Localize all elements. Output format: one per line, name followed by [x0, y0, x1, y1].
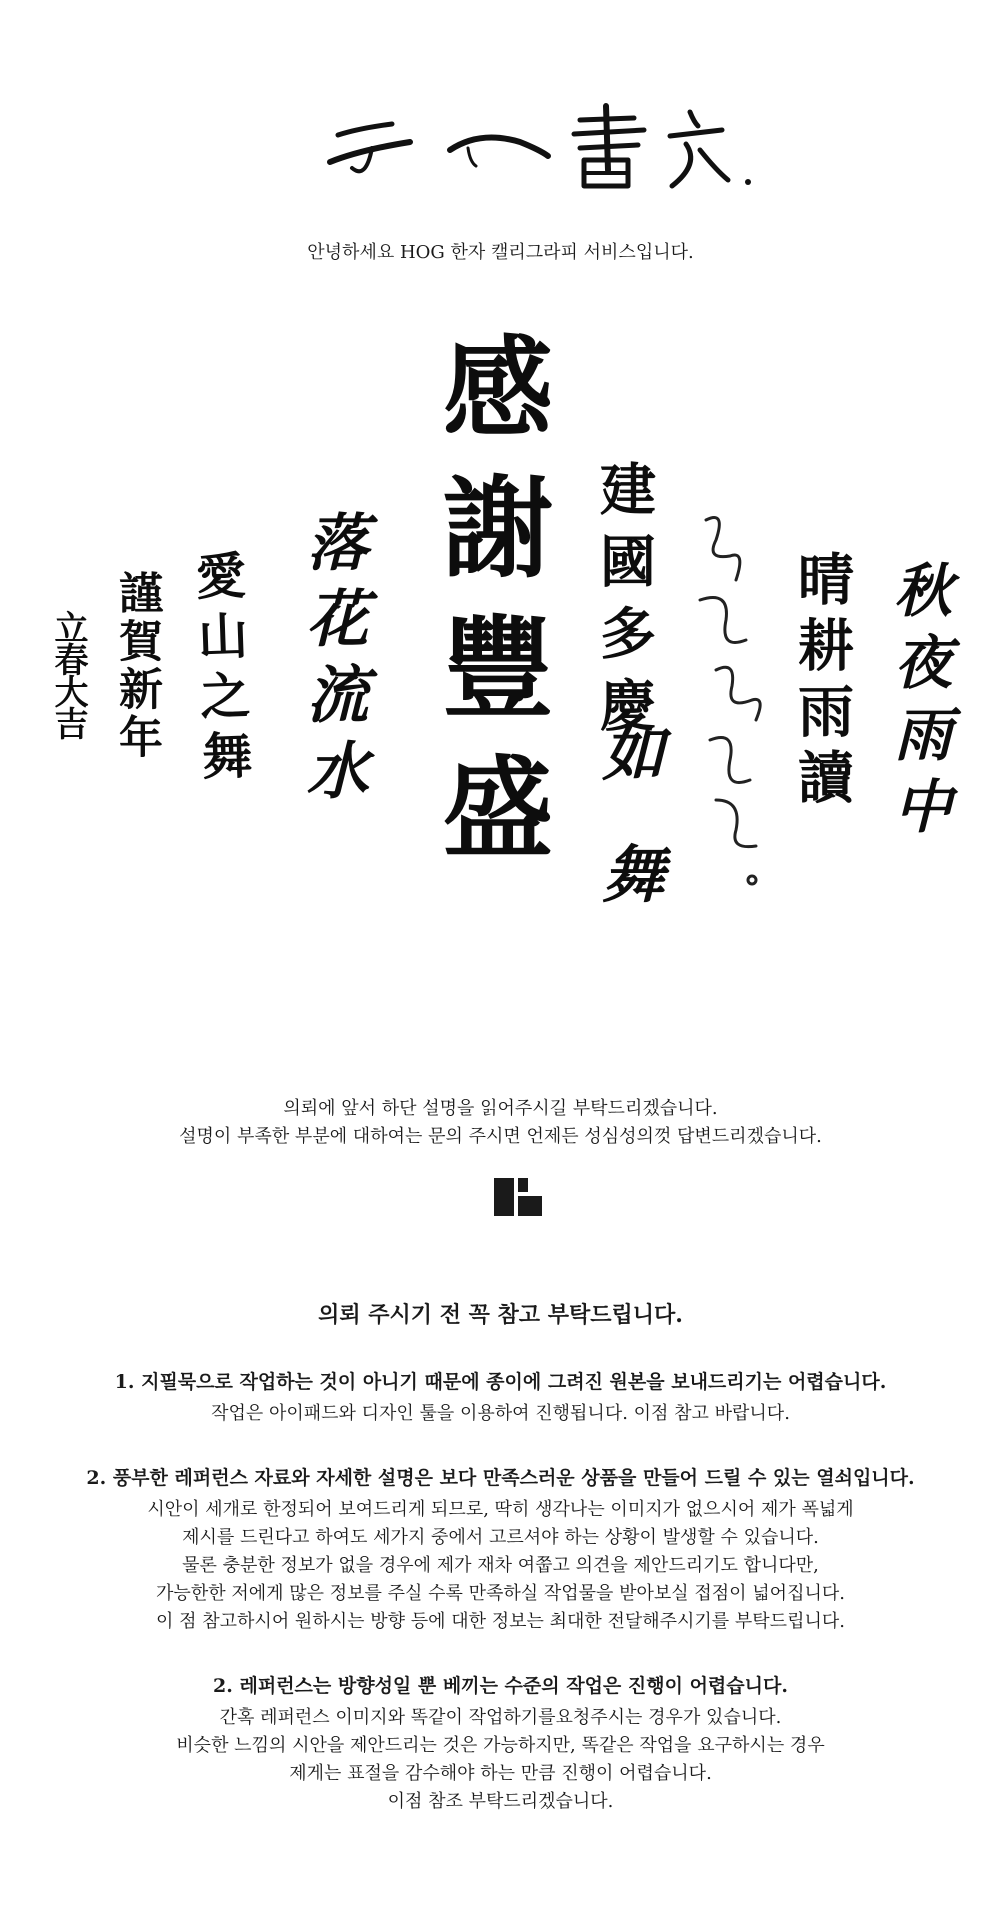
artwork-column-4: 落花流水: [296, 510, 369, 814]
calligraphy-logo: [0, 90, 1001, 200]
guideline-line: 제게는 표절을 감수해야 하는 만큼 진행이 어렵습니다.: [289, 1763, 712, 1784]
guideline-line: 시안이 세개로 한정되어 보여드리게 되므로, 딱히 생각나는 이미지가 없으시어 제가 폭넓게: [147, 1499, 854, 1520]
notice: [0, 1095, 1001, 1151]
guideline-3: [0, 1672, 1001, 1816]
guideline-line: 가능한한 저에게 많은 정보를 주실 수록 만족하실 작업물을 받아보실 접점이 넓어집니다.: [156, 1583, 845, 1604]
guidelines: [0, 1368, 1001, 1852]
artwork-column-3: 愛山之舞: [187, 548, 255, 791]
artwork-column-1: 立春大吉: [48, 610, 88, 738]
artwork-column-8: 晴耕雨讀: [789, 550, 855, 814]
cursive-script-column: [686, 500, 776, 900]
artwork-column-7: 如舞: [592, 720, 665, 964]
square-blocks-icon: [494, 1178, 542, 1216]
notice-line-1: 의뢰에 앞서 하단 설명을 읽어주시길 부탁드리겠습니다.: [283, 1098, 718, 1119]
notice-line-2: 설명이 부족한 부분에 대하여는 문의 주시면 언제든 성심성의껏 답변드리겠습니다.: [179, 1126, 822, 1147]
guideline-line: 물론 충분한 정보가 없을 경우에 제가 재차 여쭙고 의견을 제안드리기도 합니다만,: [182, 1555, 819, 1576]
guideline-line: 제시를 드린다고 하여도 세가지 중에서 고르셔야 하는 상황이 발생할 수 있습니다.: [182, 1527, 819, 1548]
section-title: 의뢰 주시기 전 꼭 참고 부탁드립니다.: [318, 1302, 683, 1328]
guideline-heading: 2. 풍부한 레퍼런스 자료와 자세한 설명은 보다 만족스러운 상품을 만들어 드릴 수 있는 열쇠입니다.: [86, 1467, 915, 1489]
guideline-line: 작업은 아이패드와 디자인 툴을 이용하여 진행됩니다. 이점 참고 바랍니다.: [211, 1403, 790, 1424]
guideline-2: [0, 1464, 1001, 1636]
artwork-column-9: 秋夜雨中: [884, 560, 952, 848]
guideline-line: 이점 참조 부탁드리겠습니다.: [387, 1791, 614, 1812]
guideline-line: 비슷한 느낌의 시안을 제안드리는 것은 가능하지만, 똑같은 작업을 요구하시는 경우: [176, 1735, 825, 1756]
artwork-column-5: 感謝豐盛: [425, 330, 554, 890]
calligraphy-samples: [0, 320, 1001, 1040]
intro-text: 안녕하세요 HOG 한자 캘리그라피 서비스입니다.: [307, 242, 694, 263]
guideline-heading: 2. 레퍼런스는 방향성일 뿐 베끼는 수준의 작업은 진행이 어렵습니다.: [213, 1675, 788, 1697]
guideline-heading: 1. 지필묵으로 작업하는 것이 아니기 때문에 종이에 그려진 원본을 보내드리기는 어렵습니다.: [114, 1371, 887, 1393]
guideline-line: 이 점 참고하시어 원하시는 방향 등에 대한 정보는 최대한 전달해주시기를 부탁드립니다.: [156, 1611, 845, 1632]
artwork-column-6: 建國多慶: [591, 460, 657, 748]
guideline-line: 간혹 레퍼런스 이미지와 똑같이 작업하기를요청주시는 경우가 있습니다.: [219, 1707, 782, 1728]
artwork-column-2: 謹賀新年: [111, 570, 162, 762]
guideline-1: [0, 1368, 1001, 1428]
